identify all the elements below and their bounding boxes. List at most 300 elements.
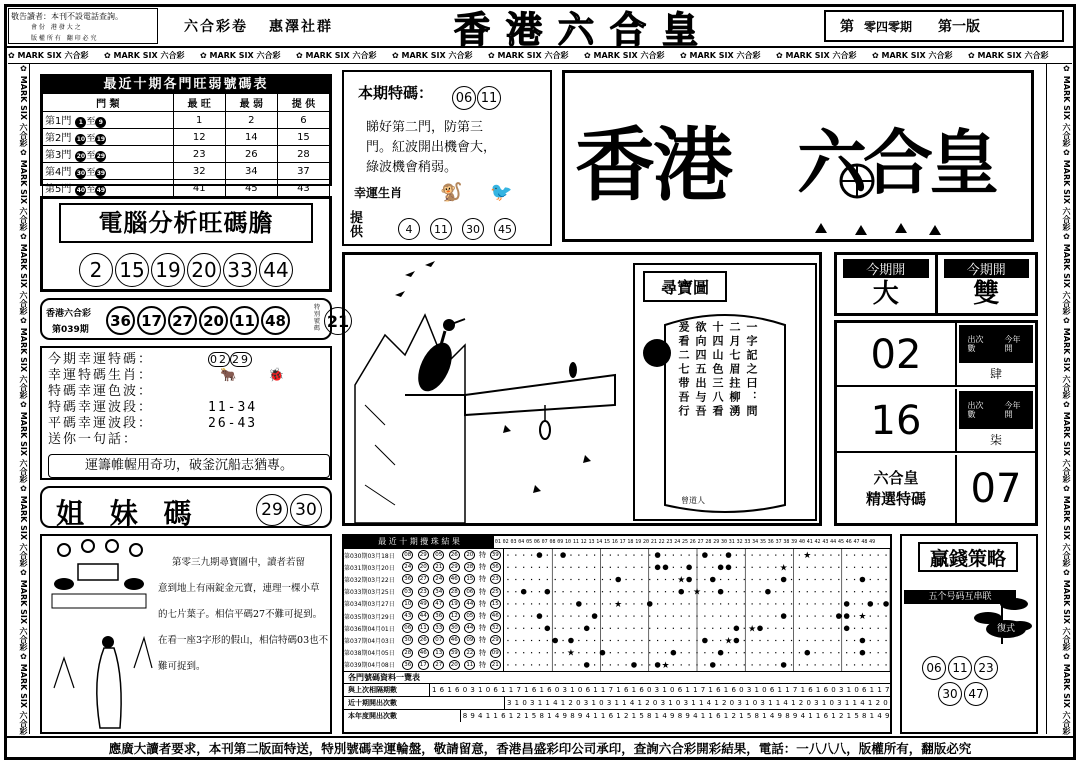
history-draw: 第031期03月20日 — [344, 564, 395, 572]
riddle-line5: 難可捉到。 — [158, 661, 206, 672]
this-special-number: 06 — [452, 86, 476, 110]
star-icon — [815, 223, 827, 233]
empty-dot — [846, 579, 847, 580]
empty-dot — [555, 555, 556, 556]
mark-six-label: ✿ MARK SIX 六合彩 — [584, 51, 665, 60]
empty-dot — [531, 579, 532, 580]
empty-dot — [775, 664, 776, 665]
empty-dot — [791, 628, 792, 629]
drawn-number-dot — [678, 589, 684, 595]
special-star-icon: ★ — [779, 563, 788, 574]
empty-dot — [862, 603, 863, 604]
empty-dot — [523, 616, 524, 617]
empty-dot — [649, 664, 650, 665]
empty-dot — [539, 652, 540, 653]
door-cell — [43, 112, 174, 129]
empty-dot — [767, 640, 768, 641]
empty-dot — [830, 567, 831, 568]
history-draw: 第039期04月08日 — [344, 662, 395, 670]
history-cell — [487, 634, 503, 646]
computer-analysis-title: 電腦分析旺碼膽 — [59, 203, 313, 243]
empty-dot — [696, 567, 697, 568]
lucky-label: 特碼幸運波段： — [48, 400, 154, 415]
empty-dot — [578, 628, 579, 629]
empty-dot — [578, 616, 579, 617]
history-special: 32 — [491, 625, 499, 632]
empty-dot — [752, 652, 753, 653]
empty-dot — [570, 628, 571, 629]
history-number: 47 — [435, 600, 443, 607]
drawn-number-dot — [860, 577, 866, 583]
door-give: 43 — [277, 180, 329, 197]
empty-dot — [862, 664, 863, 665]
door-row — [43, 146, 330, 163]
history-cell — [462, 549, 478, 561]
empty-dot — [547, 616, 548, 617]
summary-label: 近十期開出次數 — [344, 697, 505, 709]
empty-dot — [759, 603, 760, 604]
empty-dot — [712, 616, 713, 617]
history-number: 09 — [466, 637, 474, 644]
empty-dot — [854, 664, 855, 665]
empty-dot — [846, 591, 847, 592]
empty-dot — [657, 628, 658, 629]
empty-dot — [830, 616, 831, 617]
history-number: 30 — [404, 637, 412, 644]
sister-number: 30 — [290, 494, 322, 526]
history-sp-tag: 特 — [479, 587, 487, 596]
drawn-number-dot — [726, 552, 732, 558]
empty-dot — [507, 640, 508, 641]
mark-six-label: ✿ MARK SIX 六合彩 — [19, 400, 28, 483]
number-header-cell: 28 — [705, 539, 712, 545]
empty-dot — [689, 652, 690, 653]
empty-dot — [610, 591, 611, 592]
empty-dot — [531, 555, 532, 556]
empty-dot — [602, 640, 603, 641]
history-sp-tag: 特 — [479, 648, 487, 657]
empty-dot — [720, 628, 721, 629]
door-to-label: 至 — [86, 168, 96, 178]
drawn-number-dot — [702, 552, 708, 558]
empty-dot — [515, 603, 516, 604]
empty-dot — [704, 664, 705, 665]
door-from: 10 — [76, 136, 86, 143]
computer-number: 44 — [259, 253, 293, 287]
empty-dot — [767, 628, 768, 629]
history-cell — [487, 610, 503, 622]
col-give: 提 供 — [277, 94, 329, 112]
history-number: 36 — [435, 613, 443, 620]
empty-dot — [641, 640, 642, 641]
history-cell — [431, 659, 447, 671]
history-cell — [400, 561, 416, 573]
empty-dot — [783, 591, 784, 592]
number-header-cell: 35 — [759, 539, 766, 545]
history-cell — [400, 622, 416, 634]
empty-dot — [775, 567, 776, 568]
empty-dot — [657, 616, 658, 617]
history-number: 36 — [404, 576, 412, 583]
empty-dot — [578, 591, 579, 592]
empty-dot — [618, 555, 619, 556]
empty-dot — [555, 603, 556, 604]
empty-dot — [838, 555, 839, 556]
empty-dot — [531, 603, 532, 604]
number-header-cell: 14 — [596, 539, 603, 545]
empty-dot — [728, 591, 729, 592]
special-star-icon: ★ — [803, 551, 812, 562]
history-cell — [416, 659, 432, 671]
history-number: 49 — [419, 600, 427, 607]
riddle-line3: 的七片葉子。相信平碼27不難可捉到。 — [158, 609, 323, 620]
logo-text-1: 香港 — [575, 118, 731, 212]
empty-dot — [515, 664, 516, 665]
empty-dot — [870, 628, 871, 629]
empty-dot — [854, 591, 855, 592]
door-table-title: 最近十期各門旺弱號碼表 — [42, 76, 330, 93]
empty-dot — [744, 567, 745, 568]
history-number: 30 — [450, 625, 458, 632]
mark-six-strip-left — [8, 64, 30, 734]
history-row — [344, 647, 503, 659]
empty-dot — [626, 628, 627, 629]
this-special-numbers — [452, 86, 501, 110]
history-number: 46 — [419, 649, 427, 656]
drawn-number-dot — [844, 601, 850, 607]
empty-dot — [555, 579, 556, 580]
history-row — [344, 610, 503, 622]
mark-six-label: ✿ MARK SIX 六合彩 — [200, 51, 281, 60]
door-to: 29 — [96, 153, 106, 160]
door-from: 1 — [75, 117, 86, 128]
empty-dot — [885, 652, 886, 653]
drawn-number-dot — [710, 662, 716, 668]
history-cell — [431, 586, 447, 598]
empty-dot — [602, 567, 603, 568]
history-cell — [400, 586, 416, 598]
history-number: 07 — [435, 637, 443, 644]
empty-dot — [744, 616, 745, 617]
door-from: 20 — [76, 153, 86, 160]
empty-dot — [799, 664, 800, 665]
empty-dot — [633, 628, 634, 629]
number-header-cell: 46 — [845, 539, 852, 545]
select-label — [837, 455, 957, 523]
empty-dot — [838, 603, 839, 604]
door-give: 15 — [277, 129, 329, 146]
empty-dot — [728, 616, 729, 617]
empty-dot — [822, 616, 823, 617]
empty-dot — [555, 664, 556, 665]
history-title: 最 近 十 期 攪 珠 結 果 — [344, 536, 494, 548]
stat-number-1: 02 — [837, 323, 957, 387]
last-result-issue: 第039期 — [52, 325, 89, 335]
empty-dot — [539, 603, 540, 604]
door-row — [43, 180, 330, 197]
drawn-number-dot — [545, 626, 551, 632]
number-header-cell: 07 — [541, 539, 548, 545]
empty-dot — [870, 579, 871, 580]
history-sp-tag: 特 — [479, 612, 487, 621]
history-number: 22 — [466, 649, 474, 656]
empty-dot — [665, 628, 666, 629]
empty-dot — [570, 591, 571, 592]
empty-dot — [791, 664, 792, 665]
stat-count-2: 柒 — [989, 433, 1002, 447]
empty-dot — [681, 555, 682, 556]
empty-dot — [641, 579, 642, 580]
empty-dot — [578, 555, 579, 556]
col-hot: 最 旺 — [173, 94, 225, 112]
empty-dot — [681, 628, 682, 629]
history-number: 20 — [466, 552, 474, 559]
drawn-number-dot — [781, 613, 787, 619]
empty-dot — [641, 591, 642, 592]
empty-dot — [870, 616, 871, 617]
empty-dot — [586, 652, 587, 653]
empty-dot — [594, 664, 595, 665]
drawn-number-dot — [860, 650, 866, 656]
mark-six-label: ✿ MARK SIX 六合彩 — [680, 51, 761, 60]
history-special: 46 — [491, 613, 499, 620]
sister-numbers — [256, 494, 322, 526]
empty-dot — [838, 579, 839, 580]
history-number: 05 — [435, 552, 443, 559]
empty-dot — [775, 652, 776, 653]
empty-dot — [728, 664, 729, 665]
mark-six-strip-top — [8, 48, 1072, 64]
summary-data: 1 6 1 6 0 3 1 0 6 1 1 7 1 6 1 6 0 3 1 0 6 1 1 7 1 6 1 6 0 3 1 0 6 1 1 7 1 6 1 6 0 3 1 0 6 1 1 7 1 6 1 6 0 3 1 0 6 1 1 7 — [432, 686, 890, 694]
empty-dot — [885, 591, 886, 592]
empty-dot — [854, 652, 855, 653]
sister-number: 29 — [256, 494, 288, 526]
empty-dot — [822, 591, 823, 592]
door-row — [43, 129, 330, 146]
door-cell — [43, 129, 174, 146]
history-cell — [487, 659, 503, 671]
summary-row — [344, 709, 890, 722]
door-to-label: 至 — [86, 134, 96, 144]
history-number: 11 — [466, 661, 474, 668]
history-cell — [447, 659, 463, 671]
empty-dot — [799, 555, 800, 556]
poem-column: 十四山色三八看 — [711, 321, 724, 419]
bird-icon: 🐦 — [490, 182, 513, 203]
empty-dot — [626, 579, 627, 580]
number-header-cell: 02 — [502, 539, 509, 545]
history-special: 25 — [491, 588, 499, 595]
lucky-special-number: 29 — [232, 352, 250, 366]
empty-dot — [602, 628, 603, 629]
door-label: 第2門 — [45, 133, 72, 144]
drawn-number-dot — [568, 638, 574, 644]
mark-six-label: ✿ MARK SIX 六合彩 — [8, 51, 89, 60]
empty-dot — [515, 628, 516, 629]
summary-row — [344, 683, 890, 696]
empty-dot — [712, 555, 713, 556]
history-cell — [462, 610, 478, 622]
summary-data: 3 1 0 3 1 1 4 1 2 0 3 1 0 3 1 1 4 1 2 0 3 1 0 3 1 1 4 1 2 0 3 1 0 3 1 1 4 1 2 0 3 1 0 3 1 1 4 1 2 0 — [507, 699, 889, 707]
empty-dot — [641, 555, 642, 556]
number-header-cell: 27 — [697, 539, 704, 545]
empty-dot — [752, 591, 753, 592]
history-cell — [462, 659, 478, 671]
history-number: 28 — [450, 588, 458, 595]
summary-rows — [344, 683, 890, 722]
empty-dot — [539, 640, 540, 641]
empty-dot — [689, 555, 690, 556]
empty-dot — [633, 555, 634, 556]
empty-dot — [523, 652, 524, 653]
drawn-number-dot — [765, 589, 771, 595]
empty-dot — [846, 640, 847, 641]
history-number: 21 — [435, 564, 443, 571]
empty-dot — [862, 591, 863, 592]
empty-dot — [610, 640, 611, 641]
empty-dot — [633, 640, 634, 641]
empty-dot — [633, 652, 634, 653]
number-header-cell: 41 — [806, 539, 813, 545]
empty-dot — [673, 640, 674, 641]
history-cell — [447, 561, 463, 573]
history-cell — [400, 610, 416, 622]
lucky-label: 幸運特碼生肖： — [48, 368, 154, 383]
history-cell — [431, 573, 447, 585]
empty-dot — [665, 616, 666, 617]
issue-no: 零四零期 — [864, 19, 913, 34]
history-cell — [462, 622, 478, 634]
drawn-number-dot — [686, 565, 692, 571]
summary-label: 本年度開出次數 — [344, 710, 461, 722]
empty-dot — [807, 664, 808, 665]
drawn-number-dot — [734, 638, 740, 644]
empty-dot — [736, 567, 737, 568]
empty-dot — [870, 664, 871, 665]
empty-dot — [736, 591, 737, 592]
history-number: 27 — [419, 576, 427, 583]
empty-dot — [807, 640, 808, 641]
empty-dot — [752, 664, 753, 665]
history-cell — [431, 561, 447, 573]
door-to-label: 至 — [86, 151, 96, 161]
empty-dot — [547, 579, 548, 580]
empty-dot — [570, 664, 571, 665]
empty-dot — [586, 555, 587, 556]
empty-dot — [822, 628, 823, 629]
summary-row — [344, 696, 890, 709]
empty-dot — [712, 652, 713, 653]
empty-dot — [578, 664, 579, 665]
empty-dot — [704, 628, 705, 629]
history-cell — [431, 647, 447, 659]
empty-dot — [783, 652, 784, 653]
empty-dot — [767, 664, 768, 665]
history-sp-tag: 特 — [479, 575, 487, 584]
number-header-cell: 19 — [635, 539, 642, 545]
empty-dot — [720, 603, 721, 604]
drawn-number-dot — [844, 613, 850, 619]
empty-dot — [815, 579, 816, 580]
empty-dot — [736, 555, 737, 556]
empty-dot — [752, 579, 753, 580]
empty-dot — [673, 591, 674, 592]
empty-dot — [870, 652, 871, 653]
empty-dot — [752, 567, 753, 568]
drawn-number-dot — [702, 638, 708, 644]
history-number: 20 — [419, 564, 427, 571]
empty-dot — [673, 616, 674, 617]
drawn-number-dot — [537, 552, 543, 558]
drawn-number-dot — [844, 626, 850, 632]
offer-numbers — [398, 218, 516, 240]
empty-dot — [704, 591, 705, 592]
empty-dot — [547, 640, 548, 641]
empty-dot — [665, 640, 666, 641]
history-cell — [487, 549, 503, 561]
star-icon — [929, 225, 941, 235]
mark-six-label: ✿ MARK SIX 六合彩 — [19, 484, 28, 567]
empty-dot — [673, 579, 674, 580]
history-cell — [487, 647, 503, 659]
empty-dot — [885, 616, 886, 617]
history-cell — [462, 598, 478, 610]
empty-dot — [830, 591, 831, 592]
empty-dot — [570, 555, 571, 556]
number-header-cell: 42 — [814, 539, 821, 545]
history-number: 39 — [450, 649, 458, 656]
history-number: 08 — [404, 552, 412, 559]
history-special: 23 — [491, 576, 499, 583]
mark-six-label: ✿ MARK SIX 六合彩 — [19, 568, 28, 651]
lucky-row — [48, 368, 324, 384]
empty-dot — [696, 664, 697, 665]
drawn-number-dot — [600, 650, 606, 656]
history-number: 06 — [404, 625, 412, 632]
empty-dot — [799, 603, 800, 604]
history-number: 10 — [404, 600, 412, 607]
history-cell — [416, 598, 432, 610]
number-header-cell: 29 — [713, 539, 720, 545]
door-give: 28 — [277, 146, 329, 163]
empty-dot — [775, 616, 776, 617]
history-cell — [487, 598, 503, 610]
empty-dot — [610, 616, 611, 617]
select-number: 07 — [970, 466, 1022, 512]
number-header-cell: 39 — [791, 539, 798, 545]
drawn-number-dot — [560, 552, 566, 558]
empty-dot — [610, 579, 611, 580]
empty-dot — [547, 555, 548, 556]
empty-dot — [562, 640, 563, 641]
empty-dot — [618, 616, 619, 617]
empty-dot — [783, 640, 784, 641]
poem-column: 一字記之曰：問 — [745, 321, 758, 419]
door-hot: 41 — [173, 180, 225, 197]
mark-six-label: ✿ MARK SIX 六合彩 — [19, 652, 28, 735]
empty-dot — [539, 591, 540, 592]
empty-dot — [728, 603, 729, 604]
number-header-cell: 49 — [869, 539, 876, 545]
summary-label: 與上次相隔期數 — [344, 684, 430, 696]
bird-icon — [411, 338, 458, 397]
drawn-number-dot — [686, 577, 692, 583]
history-cell — [400, 598, 416, 610]
offer-number: 4 — [398, 218, 420, 240]
number-header-cell: 37 — [775, 539, 782, 545]
empty-dot — [862, 567, 863, 568]
history-cell — [462, 573, 478, 585]
